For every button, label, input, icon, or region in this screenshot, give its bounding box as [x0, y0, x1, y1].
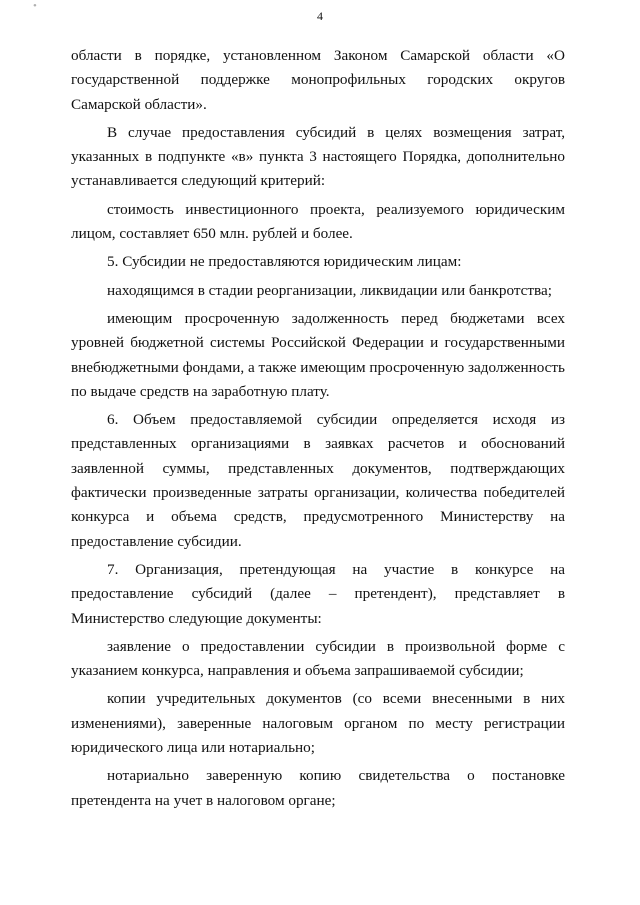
paragraph-criterion: стоимость инвестиционного проекта, реализуемого юридическим лицом, составляет 650 млн. рублей и более.: [71, 200, 565, 243]
paragraph-application: заявление о предоставлении субсидии в произвольной форме с указанием конкурса, направления и объема запрашиваемой субсидии;: [71, 637, 565, 680]
paragraph-reorganization: находящимся в стадии реорганизации, ликвидации или банкротства;: [107, 281, 552, 299]
page-number: 4: [317, 9, 323, 23]
paragraph-item-5: 5. Субсидии не предоставляются юридическим лицам:: [107, 253, 462, 271]
paragraph-debt: имеющим просроченную задолженность перед бюджетами всех уровней бюджетной системы Российской Федерации и государственными внебюджетными фондами, а также имеющим просроченную задолженность по выдаче средств на заработную плату.: [71, 309, 565, 400]
paragraph-tax-certificate: нотариально заверенную копию свидетельства о постановке претендента на учет в налоговом органе;: [71, 767, 565, 809]
paragraph-founding-docs: копии учредительных документов (со всеми внесенными в них изменениями), заверенные налоговым органом по месту регистрации юридического лица или нотариально;: [71, 690, 565, 757]
corner-mark: •: [33, 0, 37, 12]
paragraph-subsidy-case: В случае предоставления субсидий в целях возмещения затрат, указанных в подпункте «в» пункта 3 настоящего Порядка, дополнительно устанавливается следующий критерий:: [71, 123, 565, 190]
paragraph-continuation: области в порядке, установленном Законом Самарской области «О государственной поддержке монопрофильных городских округов Самарской области».: [71, 47, 565, 113]
document-body: [71, 44, 565, 813]
paragraph-item-7: 7. Организация, претендующая на участие в конкурсе на предоставление субсидий (далее – претендент), представляет в Министерство следующие документы:: [71, 560, 565, 627]
paragraph-item-6: 6. Объем предоставляемой субсидии определяется исходя из представленных организациями в заявках расчетов и обоснований заявленной суммы, представленных документов, подтверждающих фактически произведенные затраты организации, количества победителей конкурса и объема средств, предусмотренного Министерству на предоставление субсидии.: [71, 411, 565, 550]
